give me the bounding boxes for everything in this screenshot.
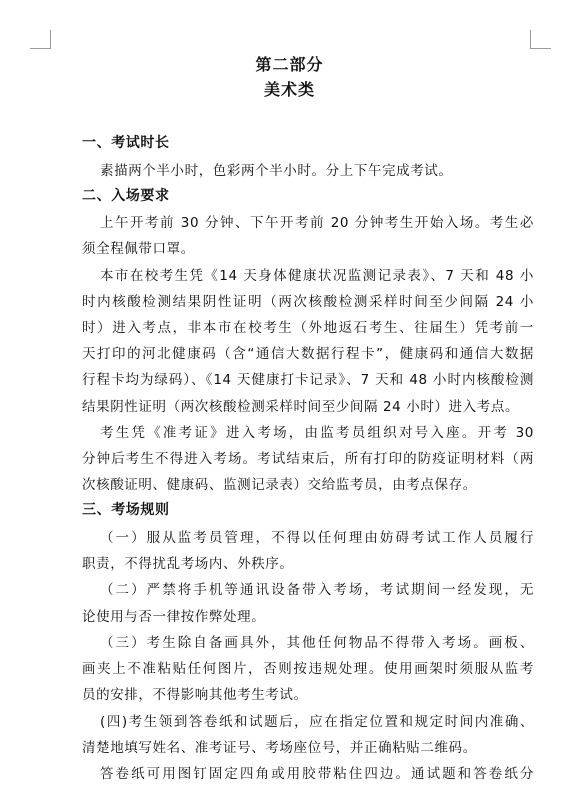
paragraph-line: 职责，不得扰乱考场内、外秩序。 xyxy=(82,556,294,572)
paragraph-line: 论使用与否一律按作弊处理。 xyxy=(82,609,266,625)
paragraph-line: 上午开考前 30 分钟、下午开考前 20 分钟考生开始入场。考生必 xyxy=(100,215,534,231)
paragraph-line: 答卷纸可用图钉固定四角或用胶带粘住四边。通试题和答卷纸分 xyxy=(100,766,534,782)
crop-mark-top-right xyxy=(530,30,551,49)
paragraph-line: 结果阴性证明（两次核酸检测采样时间至少间隔 24 小时）进入考点。 xyxy=(82,399,520,415)
paragraph-line: 分钟后考生不得进入考场。考试结束后，所有打印的防疫证明材料（两 xyxy=(82,451,534,467)
paragraph-line: 素描两个半小时，色彩两个半小时。分上下午完成考试。 xyxy=(100,163,453,179)
paragraph-line: 时）进入考点，非本市在校考生（外地返石考生、往届生）凭考前一 xyxy=(82,320,534,336)
paragraph-line: 天打印的河北健康码（含“通信大数据行程卡”，健康码和通信大数据 xyxy=(82,346,534,362)
paragraph-line: 行程卡均为绿码）、《14 天健康打卡记录》、7 天和 48 小时内核酸检测 xyxy=(82,372,534,388)
paragraph-line: 次核酸证明、健康码、监测记录表）交给监考员，由考点保存。 xyxy=(82,477,477,493)
paragraph-line: 画夹上不准粘贴任何图片，否则按违规处理。使用画架时须服从监考 xyxy=(82,661,534,677)
paragraph-line: 员的安排，不得影响其他考生考试。 xyxy=(82,687,308,703)
category-title: 美术类 xyxy=(263,80,315,99)
paragraph-line: 时内核酸检测结果阴性证明（两次核酸检测采样时间至少间隔 24 小 xyxy=(82,294,534,310)
paragraph-line: 清楚地填写姓名、准考证号、考场座位号，并正确粘贴二维码。 xyxy=(82,740,477,756)
section-heading-rules: 三、考场规则 xyxy=(82,502,170,518)
paragraph-line: （一）服从监考员管理，不得以任何理由妨碍考试工作人员履行 xyxy=(100,530,534,546)
paragraph-line: (四)考生领到答卷纸和试题后，应在指定位置和规定时间内准确、 xyxy=(100,714,534,730)
section-heading-entry: 二、入场要求 xyxy=(82,188,170,204)
paragraph-line: 须全程佩带口罩。 xyxy=(82,241,195,257)
paragraph-line: （二）严禁将手机等通讯设备带入考场，考试期间一经发现，无 xyxy=(100,582,534,598)
paragraph-line: 考生凭《准考证》进入考场，由监考员组织对号入座。开考 30 xyxy=(100,425,534,441)
crop-mark-top-left xyxy=(30,30,51,49)
part-title: 第二部分 xyxy=(255,55,324,74)
paragraph-line: （三）考生除自备画具外，其他任何物品不得带入考场。画板、 xyxy=(100,635,534,651)
section-heading-duration: 一、考试时长 xyxy=(82,135,170,151)
paragraph-line: 本市在校考生凭《14 天身体健康状况监测记录表》、7 天和 48 小 xyxy=(100,268,534,284)
